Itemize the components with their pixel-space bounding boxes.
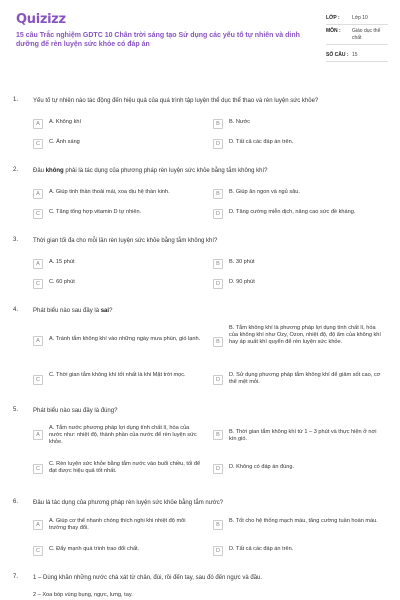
option-c[interactable] [33,461,203,475]
question-text: Thời gian tối đa cho mỗi lần rèn luyện sức khỏe bằng tắm không khí? [33,238,218,244]
question-number: 3. [13,237,19,243]
option-text: A. Tránh tắm không khí vào những ngày mưa phùn, gió lạnh. [49,336,201,342]
question-number: 4. [13,307,19,313]
question-text-post: ? [109,308,113,314]
option-text: C. Ánh sáng [49,139,80,145]
option-text: D. Tất cả các đáp án trên. [229,139,294,145]
option-b[interactable] [213,518,385,530]
question-number: 1. [13,97,19,103]
option-letter-box: D [213,546,223,556]
option-text: B. Tốt cho hệ thống mạch máu, tăng cường tuần hoàn máu. [229,518,378,524]
option-letter-box: B [213,189,223,199]
option-d[interactable] [213,279,255,289]
question-text-pre: Đâu [33,168,46,174]
option-d[interactable] [213,139,293,149]
option-letter-box: B [213,337,223,347]
meta-class-value: Lớp 10 [352,15,368,21]
question-number: 5. [13,407,19,413]
option-text: A. Giúp cơ thể nhanh chóng thích nghi khi nhiệt độ môi trường thay đổi. [49,518,186,531]
option-d[interactable] [213,546,293,556]
option-text: C. Rèn luyện sức khỏe bằng tắm nước vào buổi chiều, tối để đạt được hiệu quả tốt nhất. [49,461,201,474]
option-c[interactable] [33,372,203,385]
option-letter-box: C [33,279,43,289]
worksheet-header [16,12,386,82]
question-text [33,307,383,315]
option-letter-box: A [33,189,43,199]
option-text: D. 90 phút [229,279,255,285]
option-letter-box: D [213,279,223,289]
option-text: C. Đẩy mạnh quá trình trao đổi chất. [49,546,140,552]
option-letter-box: A [33,430,43,440]
option-letter-box: D [213,464,223,474]
option-a[interactable] [33,425,203,446]
option-text: C. Thời gian tắm không khí tốt nhất là khi Mặt trời mọc. [49,372,186,378]
option-letter-box: B [213,259,223,269]
option-letter-box: A [33,259,43,269]
option-c[interactable] [33,279,75,289]
option-letter-box: C [33,546,43,556]
worksheet-meta [326,12,388,62]
meta-subject-label: MÔN : [326,28,341,35]
option-text: B. Thời gian tắm không khí từ 1 – 3 phút và thực hiện ở nơi kín gió. [229,429,377,442]
question-number: 7. [13,574,19,580]
option-c[interactable] [33,139,80,149]
option-c[interactable] [33,546,139,556]
option-letter-box: D [213,209,223,219]
question-text: Yếu tố tự nhiên nào tác động đến hiệu quả của quá trình tập luyện thể dục thể thao và rèn luyện sức khỏe? [33,98,319,104]
option-a[interactable] [33,332,203,346]
option-letter-box: C [33,139,43,149]
question-text-emphasis: sai [100,308,110,314]
option-b[interactable] [213,189,300,199]
worksheet-title: 15 câu Trắc nghiệm GDTC 10 Chân trời sáng tạo Sử dụng các yếu tố tự nhiên và dinh dưỡng để rèn luyện sức khỏe có đáp án [16,32,300,48]
option-letter-box: D [213,375,223,385]
option-text: D. Không có đáp án đúng. [229,464,295,470]
question-number: 2. [13,167,19,173]
option-text: A. Tắm nước phương pháp lợi dụng tính chất lí, hóa của nước như: nhiệt độ, thành phần của nước để rèn luyện sức khỏe. [49,425,197,445]
question-text [33,167,383,175]
option-letter-box: A [33,119,43,129]
option-text: D. Tất cả các đáp án trên. [229,546,294,552]
meta-count-value: 15 [352,51,358,58]
question-text: Đâu là tác dụng của phương pháp rèn luyện sức khỏe bằng tắm nước? [33,500,224,506]
meta-subject-value: Giáo dục thể chất [352,28,381,41]
option-a[interactable] [33,189,170,199]
option-a[interactable] [33,518,203,532]
option-text: D. Tăng cường miễn dịch, nâng cao sức đề kháng. [229,209,356,215]
option-letter-box: C [33,209,43,219]
meta-count-row [326,49,388,62]
option-text: A. 15 phút [49,259,75,265]
option-letter-box: B [213,520,223,530]
option-text: C. Tăng tổng hợp vitamin D tự nhiên. [49,209,142,215]
option-text: B. Nước [229,119,251,125]
option-text: B. Tắm không khí là phương pháp lợi dụng tính chất lí, hóa của không khí như Ozy, Ozon, nhiệt độ, độ ẩm của không khí hay áp suất khí quyển để rèn luyện sức khỏe. [229,325,381,345]
option-a[interactable] [33,119,81,129]
meta-subject-row [326,25,388,45]
meta-count-label: SỐ CÂU : [326,51,349,58]
option-letter-box: B [213,430,223,440]
option-b[interactable] [213,325,385,347]
question-text: 1 – Dùng khăn những nước chà xát từ chân, đùi, rồi đến tay, sau đó đến ngực và đầu. [33,575,263,581]
option-letter-box: C [33,464,43,474]
option-text: C. 60 phút [49,279,75,285]
option-letter-box: B [213,119,223,129]
question-text: Phát biểu nào sau đây là đúng? [33,408,118,414]
question-text-post: phải là tác dụng của phương pháp rèn luyện sức khỏe bằng tắm không khí? [63,168,268,174]
option-a[interactable] [33,259,75,269]
question-number: 6. [13,499,19,505]
question-text-emphasis: không [45,168,64,174]
option-d[interactable] [213,209,355,219]
option-text: B. Giúp ăn ngon và ngủ sâu. [229,189,300,195]
option-letter-box: C [33,375,43,385]
option-letter-box: A [33,336,43,346]
option-b[interactable] [213,259,255,269]
meta-class-row [326,12,388,25]
option-text: A. Không khí [49,119,82,125]
option-d[interactable] [213,372,385,386]
option-text: A. Giúp tinh thần thoải mái, xoa dịu hệ thần kinh. [49,189,170,195]
quizizz-logo: Quizizz [16,12,66,27]
option-d[interactable] [213,464,385,474]
question-text-pre: Phát biểu nào sau đây là [33,308,101,314]
option-b[interactable] [213,429,385,443]
option-b[interactable] [213,119,250,129]
meta-class-label: LỚP : [326,15,340,21]
option-c[interactable] [33,209,141,219]
option-text: D. Sử dụng phương pháp tắm không khí để giảm sốt cao, cơ thể mệt mỏi. [229,372,381,385]
question-text-line-2: 2 – Xoa bóp vùng bụng, ngực, lưng, tay. [33,592,133,598]
option-text: B. 30 phút [229,259,255,265]
option-letter-box: D [213,139,223,149]
option-letter-box: A [33,520,43,530]
